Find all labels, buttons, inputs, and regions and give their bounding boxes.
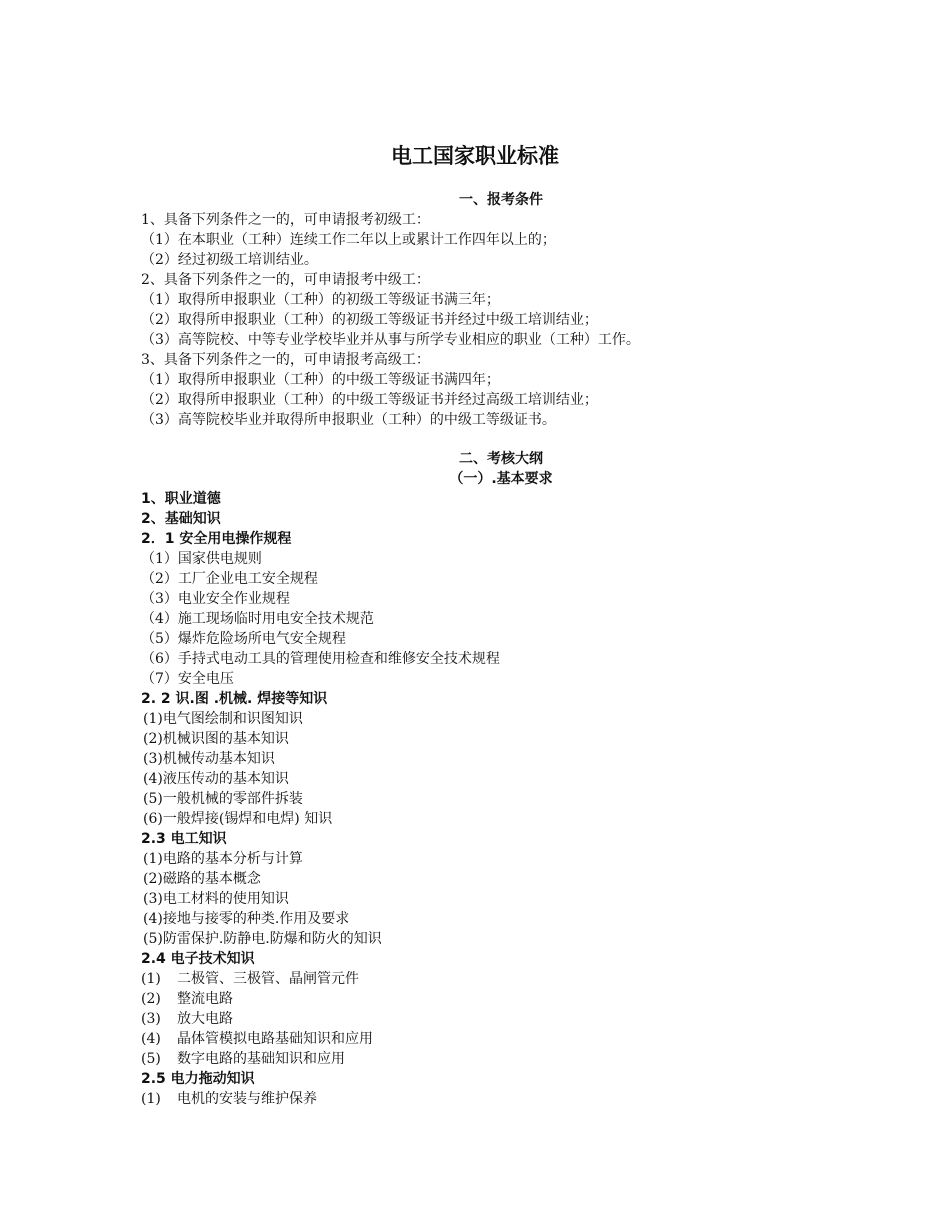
text-line: （3）高等院校毕业并取得所申报职业（工种）的中级工等级证书。 (141, 412, 556, 428)
list-item (141, 1029, 861, 1049)
list-item: （6）手持式电动工具的管理使用检查和维修安全技术规程 (141, 651, 500, 667)
list-item: (1)电路的基本分析与计算 (143, 851, 303, 867)
list-item (141, 989, 861, 1009)
text-line: （1）取得所申报职业（工种）的初级工等级证书满三年； (141, 292, 500, 308)
list-number: (4) (141, 1031, 161, 1047)
list-item: (1)电气图绘制和识图知识 (143, 711, 303, 727)
list-item: （3）电业安全作业规程 (141, 591, 290, 607)
document-body (141, 190, 861, 1109)
outline-item: 2、基础知识 (141, 511, 221, 527)
list-item: （4）施工现场临时用电安全技术规范 (141, 611, 374, 627)
list-item: (5)防雷保护.防静电.防爆和防火的知识 (143, 931, 382, 947)
text-line: （1）在本职业（工种）连续工作二年以上或累计工作四年以上的； (141, 232, 556, 248)
list-item (141, 1049, 861, 1069)
list-item: (2)机械识图的基本知识 (143, 731, 289, 747)
text-line: （1）取得所申报职业（工种）的中级工等级证书满四年； (141, 372, 500, 388)
section-subheading: （一）.基本要求 (449, 471, 553, 487)
text-line: （2）经过初级工培训结业。 (141, 252, 318, 268)
list-item (141, 969, 861, 989)
list-text: 二极管、三极管、晶闸管元件 (177, 971, 359, 987)
list-item: (2)磁路的基本概念 (143, 871, 261, 887)
text-line: （3）高等院校、中等专业学校毕业并从事与所学专业相应的职业（工种）工作。 (141, 332, 640, 348)
outline-subheading: 2.3 电工知识 (141, 831, 227, 847)
list-item: (6)一般焊接(锡焊和电焊) 知识 (143, 811, 333, 827)
outline-subheading: 2．1 安全用电操作规程 (141, 531, 292, 547)
outline-subheading: 2.5 电力拖动知识 (141, 1071, 255, 1087)
text-line: 1、具备下列条件之一的，可申请报考初级工： (141, 212, 430, 228)
outline-item: 1、职业道德 (141, 491, 221, 507)
list-number: (2) (141, 991, 161, 1007)
list-number: (5) (141, 1051, 161, 1067)
list-item: （5）爆炸危险场所电气安全规程 (141, 631, 346, 647)
list-text: 整流电路 (177, 991, 233, 1007)
list-text: 晶体管模拟电路基础知识和应用 (177, 1031, 373, 1047)
list-item (141, 1009, 861, 1029)
spacer (141, 430, 861, 449)
outline-subheading: 2. 2 识.图 .机械. 焊接等知识 (141, 691, 328, 707)
list-item (141, 1089, 861, 1109)
list-item: （1）国家供电规则 (141, 551, 262, 567)
list-item: (3)电工材料的使用知识 (143, 891, 289, 907)
list-item: (3)机械传动基本知识 (143, 751, 275, 767)
list-item: (4)接地与接零的种类.作用及要求 (143, 911, 350, 927)
list-item: (5)一般机械的零部件拆装 (143, 791, 303, 807)
list-text: 放大电路 (177, 1011, 233, 1027)
outline-subheading: 2.4 电子技术知识 (141, 951, 255, 967)
section-heading: 二、考核大纲 (459, 451, 543, 467)
list-item: （7）安全电压 (141, 671, 234, 687)
list-item: (4)液压传动的基本知识 (143, 771, 289, 787)
text-line: （2）取得所申报职业（工种）的中级工等级证书并经过高级工培训结业； (141, 392, 598, 408)
list-number: (1) (141, 1091, 161, 1107)
list-text: 电机的安装与维护保养 (177, 1091, 317, 1107)
section-heading: 一、报考条件 (459, 192, 543, 208)
page-title: 电工国家职业标准 (391, 144, 559, 168)
text-line: 2、具备下列条件之一的，可申请报考中级工： (141, 272, 430, 288)
list-text: 数字电路的基础知识和应用 (177, 1051, 345, 1067)
list-item: （2）工厂企业电工安全规程 (141, 571, 318, 587)
text-line: （2）取得所申报职业（工种）的初级工等级证书并经过中级工培训结业； (141, 312, 598, 328)
list-number: (3) (141, 1011, 161, 1027)
text-line: 3、具备下列条件之一的，可申请报考高级工： (141, 352, 430, 368)
list-number: (1) (141, 971, 161, 987)
